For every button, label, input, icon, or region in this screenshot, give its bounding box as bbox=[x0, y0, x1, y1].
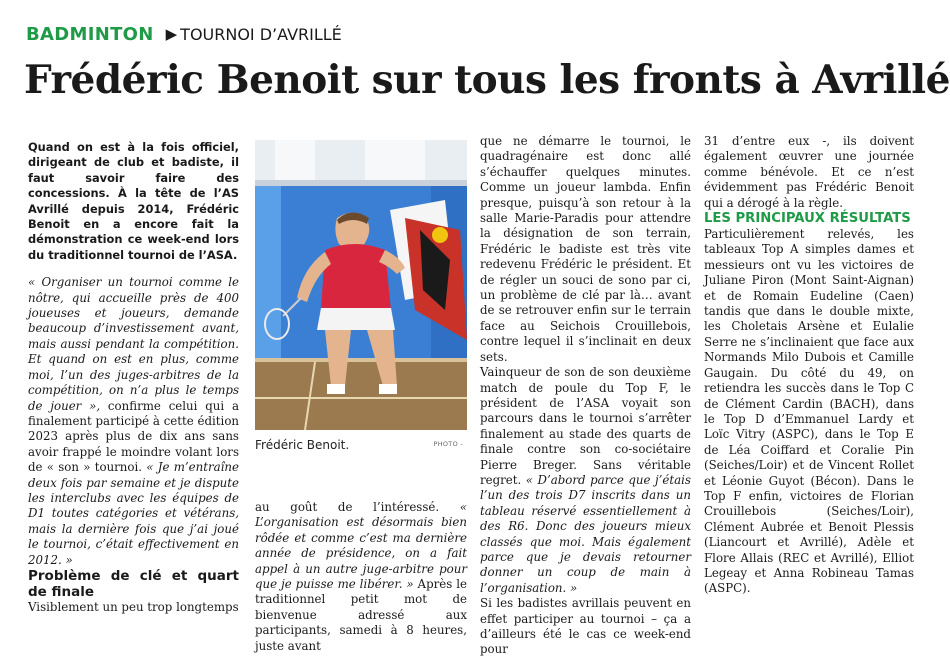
body-text: au goût de l’intéressé. bbox=[255, 500, 440, 514]
article-kicker bbox=[26, 20, 342, 48]
lead-paragraph: Quand on est à la fois officiel, dirigeant de club et badiste, il faut savoir faire des concessions. À la tête de l’AS Avrillé depuis 2014, Frédéric Benoit en a encore fait la démonstration ce week-end lors du traditionnel tournoi de l’ASA. bbox=[28, 140, 239, 262]
results-paragraph: Particulièrement relevés, les tableaux Top A simples dames et messieurs ont vu les victoires de Juliane Piron (Mont Saint-Aignan) et de Romain Eudeline (Caen) tandis que dans le double mixte, les Choletais Arsène et Eulalie Serre ne s’inclinaient que face aux Normands Milo Dubois et Camille Gaugain. Du côté du 49, on retiendra les succès dans le Top C de Clément Cardin (BACH), dans le Top D d’Emmanuel Lardy et Loïc Vitry (ASPC), dans le Top E de Léa Coiffard et Coralie Pin (Seiches/Loir) et de Vincent Rollet et Léonie Guyot (Bécon). Dans le Top F enfin, victoires de Florian Crouillebois (Seiches/Loir), Clément Aubrée et Benoit Plessis (Liancourt et Avrillé), Adèle et Flore Allais (REC et Avrillé), Elliot Legeay et Anna Robineau Tamas (ASPC). bbox=[704, 227, 914, 596]
quote: « Je m’entraîne deux fois par semaine et je dispute les interclubs avec les équipes de D1 toutes catégories et vétérans, mais la dernière fois que j’ai joué le tournoi, c’était effectivement en 2012. » bbox=[28, 460, 239, 567]
quote: « L’organisation est désormais bien rôdée et comme c’est ma dernière année de présidence, on a fait appel à un autre juge-arbitre pour que je puisse me libérer. » bbox=[255, 500, 468, 592]
photo-credit: PHOTO - bbox=[433, 440, 463, 448]
paragraph: que ne démarre le tournoi, le quadragénaire est donc allé s’échauffer quelques minutes. Comme un joueur lambda. Enfin presque, puisqu’à son retour à la salle Marie-Paradis pour attendre la désignation de son terrain, Frédéric le badiste est très vite redevenu Frédéric le président. Et de régler un souci de sono par ci, un problème de clé par là… avant de se retrouver enfin sur le terrain face au Seichois Crouillebois, contre lequel il s’inclinait en deux sets. bbox=[480, 134, 691, 364]
column-3 bbox=[480, 134, 691, 658]
quote: « Organiser un tournoi comme le nôtre, qui accueille près de 400 joueuses et joueurs, demande beaucoup d’investissement avant, mais aussi pendant la compétition. Et quand on est en plus, comme moi, l’un des juges-arbitres de la compétition, on n’a plus le temps de jouer », bbox=[28, 275, 239, 413]
subheading: Problème de clé et quart de finale bbox=[28, 567, 239, 600]
paragraph bbox=[480, 365, 691, 596]
subsection-label: TOURNOI D’AVRILLÉ bbox=[180, 24, 342, 44]
paragraph: 31 d’entre eux -, ils doivent également œuvrer une journée comme bénévole. Et ce n’est évidemment pas Frédéric Benoit qui a dérogé à la règle. bbox=[704, 134, 914, 210]
paragraph: Visiblement un peu trop longtemps bbox=[28, 599, 239, 614]
column-4 bbox=[704, 134, 914, 597]
results-heading: LES PRINCIPAUX RÉSULTATS bbox=[704, 211, 911, 227]
photo-caption bbox=[255, 438, 467, 454]
headline: Frédéric Benoit sur tous les fronts à Avrillé bbox=[24, 57, 950, 103]
column-2 bbox=[255, 500, 467, 654]
body-text: Vainqueur de son de son deuxième match de poule du Top F, le président de l’ASA voyait son parcours dans le tournoi s’arrêter finalement au stade des quarts de finale contre son co-sociétaire Pierre Breger. Sans véritable regret. bbox=[480, 365, 691, 487]
paragraph bbox=[28, 275, 239, 568]
caption-text: Frédéric Benoit. bbox=[255, 438, 350, 452]
section-label: BADMINTON bbox=[26, 23, 154, 45]
column-1 bbox=[28, 140, 239, 615]
body-text: confirme celui qui a finalement participé à cette édition 2023 après plus de dix ans sans avoir frappé le moindre volant lors de « son » tournoi. bbox=[28, 398, 240, 475]
paragraph: Si les badistes avrillais peuvent en effet participer au tournoi – ça a d’ailleurs été le cas ce week-end pour bbox=[480, 596, 691, 657]
badminton-player-photo bbox=[255, 140, 467, 430]
quote: « D’abord parce que j’étais l’un des trois D7 inscrits dans un tableau réservé essentiellement à des R6. Donc des joueurs mieux classés que moi. Mais également parce que je devais retourner donner un coup de main à l’organisation. » bbox=[480, 472, 691, 595]
paragraph bbox=[255, 500, 467, 654]
arrow-right-icon: ▶ bbox=[165, 25, 178, 43]
body-text: Après le traditionnel petit mot de bienvenue adressé aux participants, samedi à 8 heures, juste avant bbox=[255, 577, 467, 653]
article-photo bbox=[255, 140, 467, 430]
